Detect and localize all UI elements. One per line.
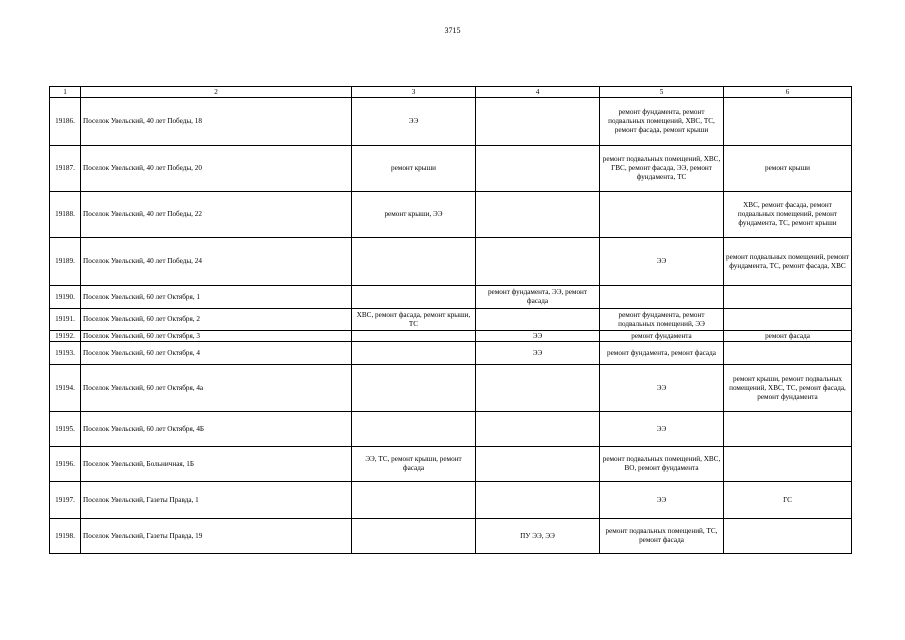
col4-cell [476,365,600,412]
column-header: 3 [352,87,476,98]
header-row [50,87,852,98]
table-row [50,98,852,146]
col4-cell: ЭЭ [476,342,600,365]
table-header [50,87,852,98]
row-number: 19195. [50,412,81,447]
address-cell: Поселок Увельский, 60 лет Октября, 4Б [81,412,352,447]
column-header: 6 [724,87,852,98]
row-number: 19193. [50,342,81,365]
row-number: 19194. [50,365,81,412]
address-cell: Поселок Увельский, 60 лет Октября, 2 [81,309,352,331]
col5-cell: ремонт подвальных помещений, ТС, ремонт фасада [600,519,724,554]
column-header: 2 [81,87,352,98]
col6-cell: ремонт фасада [724,331,852,342]
row-number: 19198. [50,519,81,554]
col6-cell [724,412,852,447]
col4-cell [476,238,600,286]
col6-cell [724,98,852,146]
table-row [50,365,852,412]
col6-cell [724,342,852,365]
row-number: 19196. [50,447,81,482]
row-number: 19190. [50,286,81,309]
col4-cell [476,98,600,146]
table-row [50,331,852,342]
address-cell: Поселок Увельский, 40 лет Победы, 24 [81,238,352,286]
address-cell: Поселок Увельский, 40 лет Победы, 18 [81,98,352,146]
col6-cell: ХВС, ремонт фасада, ремонт подвальных помещений, ремонт фундамента, ТС, ремонт крыши [724,192,852,238]
col4-cell [476,412,600,447]
col3-cell: ХВС, ремонт фасада, ремонт крыши, ТС [352,309,476,331]
col5-cell: ЭЭ [600,238,724,286]
row-number: 19191. [50,309,81,331]
col6-cell [724,286,852,309]
col3-cell: ЭЭ, ТС, ремонт крыши, ремонт фасада [352,447,476,482]
col6-cell: ремонт крыши [724,146,852,192]
row-number: 19188. [50,192,81,238]
table-row [50,482,852,519]
col4-cell: ремонт фундамента, ЭЭ, ремонт фасада [476,286,600,309]
col5-cell: ремонт подвальных помещений, ХВС, ВО, ремонт фундамента [600,447,724,482]
col4-cell [476,447,600,482]
address-cell: Поселок Увельский, 40 лет Победы, 22 [81,192,352,238]
table-row [50,146,852,192]
registry-table [49,86,852,554]
col3-cell [352,342,476,365]
col3-cell [352,482,476,519]
table-row [50,286,852,309]
col4-cell [476,309,600,331]
col5-cell: ЭЭ [600,365,724,412]
col5-cell: ремонт фундамента, ремонт подвальных помещений, ЭЭ [600,309,724,331]
col5-cell [600,192,724,238]
col3-cell [352,412,476,447]
row-number: 19192. [50,331,81,342]
address-cell: Поселок Увельский, 60 лет Октября, 1 [81,286,352,309]
column-header: 4 [476,87,600,98]
col4-cell [476,482,600,519]
address-cell: Поселок Увельский, 40 лет Победы, 20 [81,146,352,192]
table-row [50,309,852,331]
page-number: 3715 [444,26,461,35]
column-header: 5 [600,87,724,98]
col6-cell: ГС [724,482,852,519]
col6-cell [724,519,852,554]
col5-cell: ремонт фундамента, ремонт подвальных помещений, ХВС, ТС, ремонт фасада, ремонт крыши [600,98,724,146]
address-cell: Поселок Увельский, 60 лет Октября, 4а [81,365,352,412]
table-row [50,447,852,482]
table-row [50,412,852,447]
row-number: 19187. [50,146,81,192]
col3-cell: ЭЭ [352,98,476,146]
col4-cell: ПУ ЭЭ, ЭЭ [476,519,600,554]
table-body [50,98,852,554]
col6-cell [724,447,852,482]
table-row [50,238,852,286]
col3-cell [352,238,476,286]
col4-cell: ЭЭ [476,331,600,342]
row-number: 19189. [50,238,81,286]
col5-cell: ЭЭ [600,482,724,519]
col4-cell [476,146,600,192]
col3-cell: ремонт крыши, ЭЭ [352,192,476,238]
row-number: 19186. [50,98,81,146]
row-number: 19197. [50,482,81,519]
column-header: 1 [50,87,81,98]
address-cell: Поселок Увельский, Газеты Правда, 1 [81,482,352,519]
col3-cell [352,365,476,412]
col5-cell: ЭЭ [600,412,724,447]
table-row [50,342,852,365]
col3-cell [352,331,476,342]
col6-cell: ремонт крыши, ремонт подвальных помещений, ХВС, ТС, ремонт фасада, ремонт фундамента [724,365,852,412]
col4-cell [476,192,600,238]
address-cell: Поселок Увельский, Газеты Правда, 19 [81,519,352,554]
table-row [50,519,852,554]
address-cell: Поселок Увельский, 60 лет Октября, 4 [81,342,352,365]
col3-cell: ремонт крыши [352,146,476,192]
col5-cell [600,286,724,309]
address-cell: Поселок Увельский, 60 лет Октября, 3 [81,331,352,342]
col5-cell: ремонт фундамента, ремонт фасада [600,342,724,365]
col6-cell [724,309,852,331]
col3-cell [352,519,476,554]
col5-cell: ремонт подвальных помещений, ХВС, ГВС, ремонт фасада, ЭЭ, ремонт фундамента, ТС [600,146,724,192]
table-row [50,192,852,238]
col5-cell: ремонт фундамента [600,331,724,342]
address-cell: Поселок Увельский, Больничная, 1Б [81,447,352,482]
col3-cell [352,286,476,309]
col6-cell: ремонт подвальных помещений, ремонт фундамента, ТС, ремонт фасада, ХВС [724,238,852,286]
